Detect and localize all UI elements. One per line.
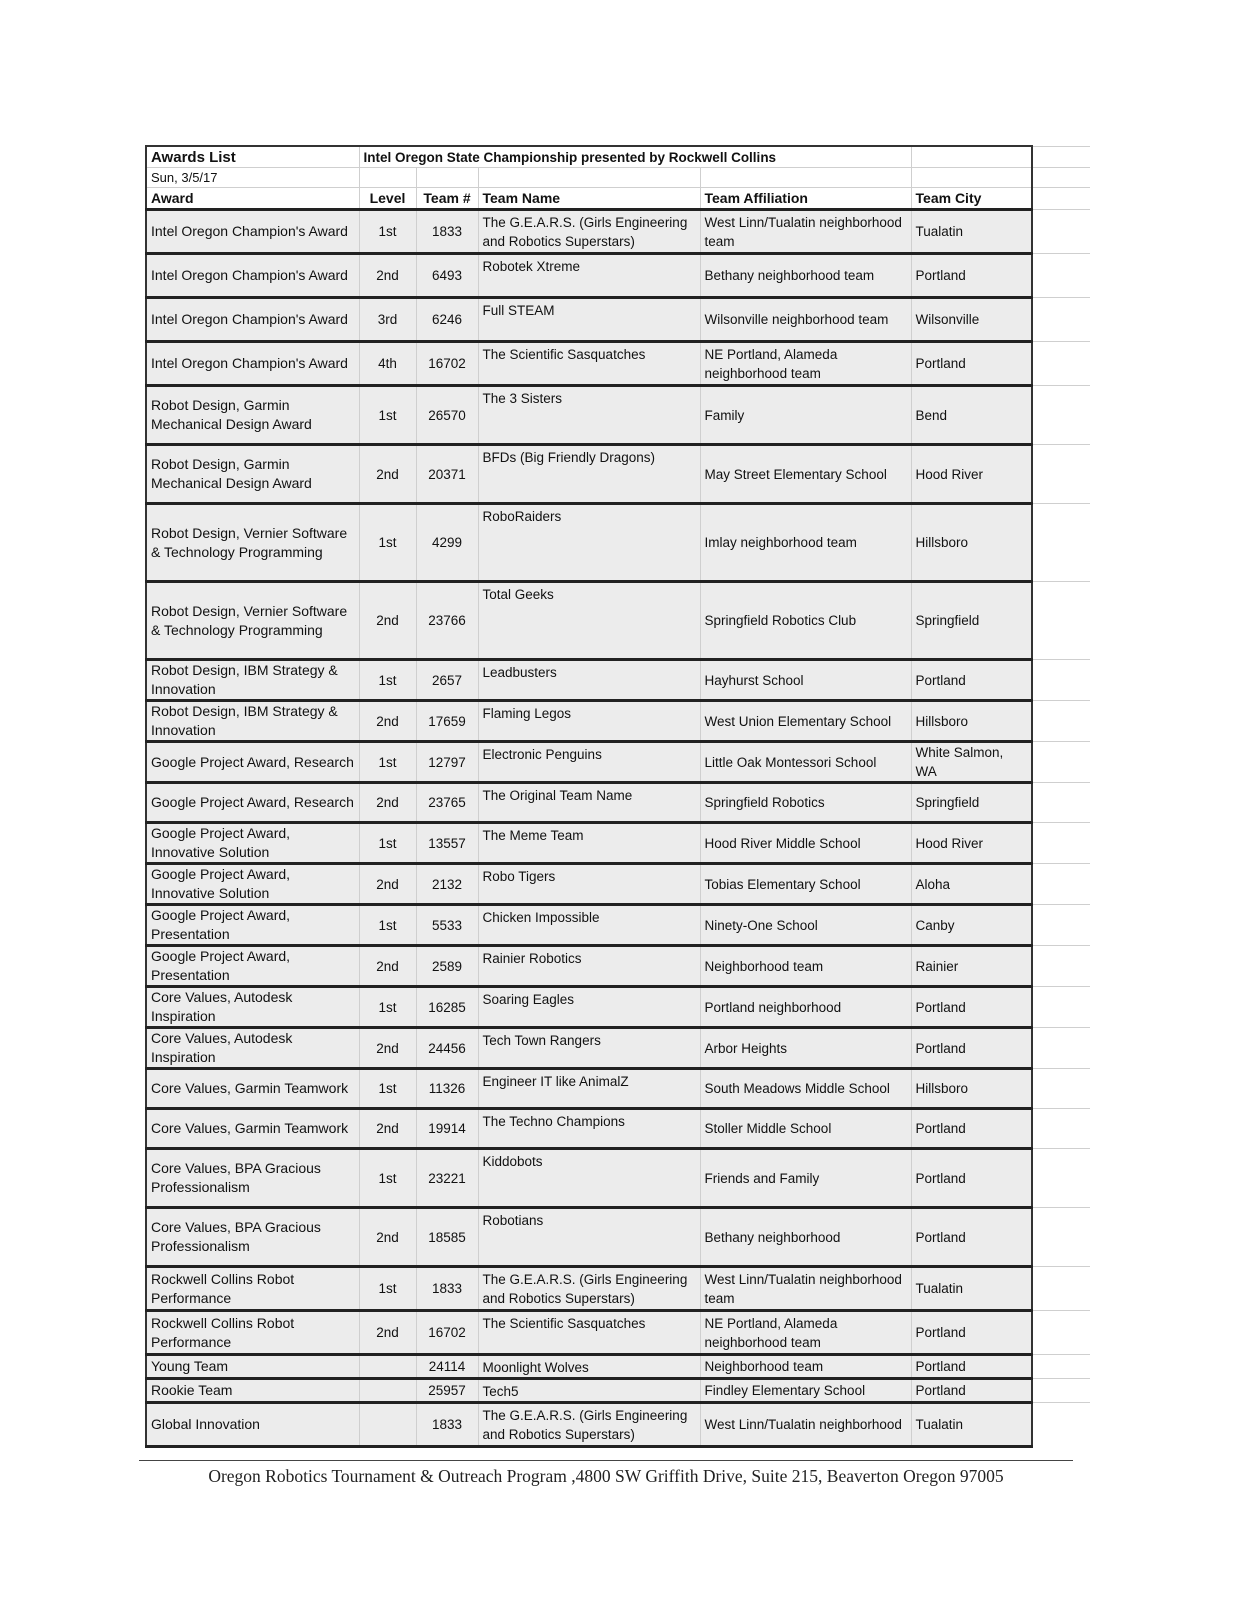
affiliation-cell: Family bbox=[700, 386, 911, 445]
extra-column-cell bbox=[1032, 946, 1090, 987]
award-cell: Core Values, Autodesk Inspiration bbox=[146, 1028, 359, 1069]
award-cell: Google Project Award, Presentation bbox=[146, 905, 359, 946]
level-cell: 2nd bbox=[359, 254, 416, 298]
affiliation-cell: Springfield Robotics bbox=[700, 783, 911, 823]
team-number-cell: 12797 bbox=[416, 742, 478, 783]
level-cell: 1st bbox=[359, 987, 416, 1028]
team-number-cell: 23221 bbox=[416, 1149, 478, 1208]
team-name-cell: Leadbusters bbox=[478, 660, 700, 701]
table-row bbox=[146, 254, 1090, 298]
empty-cell bbox=[911, 168, 1032, 188]
team-name-cell: Electronic Penguins bbox=[478, 742, 700, 783]
extra-column-cell bbox=[1032, 168, 1090, 188]
team-name-cell: The 3 Sisters bbox=[478, 386, 700, 445]
extra-column-cell bbox=[1032, 1379, 1090, 1403]
city-cell: Bend bbox=[911, 386, 1032, 445]
team-number-cell: 2589 bbox=[416, 946, 478, 987]
award-cell: Robot Design, IBM Strategy & Innovation bbox=[146, 701, 359, 742]
table-row bbox=[146, 1379, 1090, 1403]
team-name-cell: Tech Town Rangers bbox=[478, 1028, 700, 1069]
extra-column-cell bbox=[1032, 1109, 1090, 1149]
team-name-cell: Chicken Impossible bbox=[478, 905, 700, 946]
level-cell: 1st bbox=[359, 1267, 416, 1311]
level-cell bbox=[359, 1379, 416, 1403]
extra-column-cell bbox=[1032, 1355, 1090, 1379]
table-row bbox=[146, 946, 1090, 987]
team-name-cell: Flaming Legos bbox=[478, 701, 700, 742]
table-row bbox=[146, 386, 1090, 445]
col-header-team-name: Team Name bbox=[478, 188, 700, 210]
extra-column-cell bbox=[1032, 660, 1090, 701]
city-cell: Portland bbox=[911, 660, 1032, 701]
affiliation-cell: Arbor Heights bbox=[700, 1028, 911, 1069]
extra-column-cell bbox=[1032, 1267, 1090, 1311]
col-header-award: Award bbox=[146, 188, 359, 210]
level-cell: 1st bbox=[359, 742, 416, 783]
extra-column-cell bbox=[1032, 386, 1090, 445]
affiliation-cell: Wilsonville neighborhood team bbox=[700, 298, 911, 342]
affiliation-cell: South Meadows Middle School bbox=[700, 1069, 911, 1109]
team-name-cell: Total Geeks bbox=[478, 582, 700, 660]
table-row bbox=[146, 210, 1090, 254]
team-number-cell: 26570 bbox=[416, 386, 478, 445]
city-cell: Springfield bbox=[911, 783, 1032, 823]
sheet-title: Awards List bbox=[146, 146, 359, 168]
level-cell: 1st bbox=[359, 905, 416, 946]
city-cell: Portland bbox=[911, 1311, 1032, 1355]
award-cell: Robot Design, Garmin Mechanical Design Award bbox=[146, 445, 359, 504]
extra-column-cell bbox=[1032, 1069, 1090, 1109]
team-number-cell: 6246 bbox=[416, 298, 478, 342]
header-row-date bbox=[146, 168, 1090, 188]
table-row bbox=[146, 701, 1090, 742]
city-cell: Tualatin bbox=[911, 1267, 1032, 1311]
footer-address: Oregon Robotics Tournament & Outreach Program ,4800 SW Griffith Drive, Suite 215, Beaverton Oregon 97005 bbox=[208, 1466, 1004, 1486]
city-cell: Rainier bbox=[911, 946, 1032, 987]
awards-sheet bbox=[145, 145, 1089, 1448]
affiliation-cell: Bethany neighborhood team bbox=[700, 254, 911, 298]
empty-cell bbox=[359, 168, 416, 188]
extra-column-cell bbox=[1032, 342, 1090, 386]
level-cell: 2nd bbox=[359, 946, 416, 987]
award-cell: Google Project Award, Research bbox=[146, 783, 359, 823]
level-cell: 2nd bbox=[359, 701, 416, 742]
team-number-cell: 24114 bbox=[416, 1355, 478, 1379]
team-number-cell: 2132 bbox=[416, 864, 478, 905]
extra-column-cell bbox=[1032, 445, 1090, 504]
level-cell: 2nd bbox=[359, 1311, 416, 1355]
table-row bbox=[146, 342, 1090, 386]
city-cell: Portland bbox=[911, 1149, 1032, 1208]
extra-column-cell bbox=[1032, 188, 1090, 210]
team-name-cell: Soaring Eagles bbox=[478, 987, 700, 1028]
column-header-row bbox=[146, 188, 1090, 210]
col-header-team-number: Team # bbox=[416, 188, 478, 210]
affiliation-cell: NE Portland, Alameda neighborhood team bbox=[700, 1311, 911, 1355]
award-cell: Core Values, BPA Gracious Professionalism bbox=[146, 1149, 359, 1208]
table-row bbox=[146, 1109, 1090, 1149]
level-cell: 3rd bbox=[359, 298, 416, 342]
level-cell: 1st bbox=[359, 386, 416, 445]
level-cell: 1st bbox=[359, 1149, 416, 1208]
city-cell: White Salmon, WA bbox=[911, 742, 1032, 783]
table-row bbox=[146, 1028, 1090, 1069]
level-cell: 1st bbox=[359, 1069, 416, 1109]
level-cell bbox=[359, 1403, 416, 1447]
level-cell: 2nd bbox=[359, 582, 416, 660]
level-cell: 1st bbox=[359, 504, 416, 582]
city-cell: Portland bbox=[911, 254, 1032, 298]
extra-column-cell bbox=[1032, 823, 1090, 864]
team-number-cell: 18585 bbox=[416, 1208, 478, 1267]
level-cell: 2nd bbox=[359, 1208, 416, 1267]
header-row-title bbox=[146, 146, 1090, 168]
extra-column-cell bbox=[1032, 1028, 1090, 1069]
affiliation-cell: Imlay neighborhood team bbox=[700, 504, 911, 582]
table-row bbox=[146, 905, 1090, 946]
team-number-cell: 24456 bbox=[416, 1028, 478, 1069]
team-name-cell: Moonlight Wolves bbox=[478, 1355, 700, 1379]
city-cell: Hillsboro bbox=[911, 1069, 1032, 1109]
team-name-cell: Robotians bbox=[478, 1208, 700, 1267]
extra-column-cell bbox=[1032, 701, 1090, 742]
team-number-cell: 6493 bbox=[416, 254, 478, 298]
extra-column-cell bbox=[1032, 742, 1090, 783]
extra-column-cell bbox=[1032, 146, 1090, 168]
extra-column-cell bbox=[1032, 582, 1090, 660]
team-name-cell: The G.E.A.R.S. (Girls Engineering and Robotics Superstars) bbox=[478, 1403, 700, 1447]
team-number-cell: 1833 bbox=[416, 1403, 478, 1447]
team-number-cell: 1833 bbox=[416, 1267, 478, 1311]
team-number-cell: 16702 bbox=[416, 342, 478, 386]
city-cell: Portland bbox=[911, 1028, 1032, 1069]
team-name-cell: The Scientific Sasquatches bbox=[478, 342, 700, 386]
table-row bbox=[146, 823, 1090, 864]
affiliation-cell: Hayhurst School bbox=[700, 660, 911, 701]
team-name-cell: Robo Tigers bbox=[478, 864, 700, 905]
empty-cell bbox=[700, 168, 911, 188]
city-cell: Canby bbox=[911, 905, 1032, 946]
award-cell: Rockwell Collins Robot Performance bbox=[146, 1267, 359, 1311]
affiliation-cell: West Linn/Tualatin neighborhood team bbox=[700, 1267, 911, 1311]
extra-column-cell bbox=[1032, 254, 1090, 298]
team-name-cell: Full STEAM bbox=[478, 298, 700, 342]
table-row bbox=[146, 298, 1090, 342]
team-name-cell: Kiddobots bbox=[478, 1149, 700, 1208]
awards-table bbox=[145, 145, 1090, 1448]
level-cell: 2nd bbox=[359, 864, 416, 905]
extra-column-cell bbox=[1032, 987, 1090, 1028]
level-cell: 2nd bbox=[359, 1109, 416, 1149]
level-cell: 2nd bbox=[359, 783, 416, 823]
extra-column-cell bbox=[1032, 1403, 1090, 1447]
extra-column-cell bbox=[1032, 210, 1090, 254]
award-cell: Robot Design, Vernier Software & Technology Programming bbox=[146, 504, 359, 582]
team-number-cell: 23766 bbox=[416, 582, 478, 660]
team-name-cell: The Scientific Sasquatches bbox=[478, 1311, 700, 1355]
city-cell: Tualatin bbox=[911, 1403, 1032, 1447]
team-name-cell: Robotek Xtreme bbox=[478, 254, 700, 298]
affiliation-cell: West Union Elementary School bbox=[700, 701, 911, 742]
affiliation-cell: Findley Elementary School bbox=[700, 1379, 911, 1403]
team-number-cell: 5533 bbox=[416, 905, 478, 946]
level-cell: 1st bbox=[359, 210, 416, 254]
table-row bbox=[146, 1069, 1090, 1109]
city-cell: Portland bbox=[911, 1208, 1032, 1267]
affiliation-cell: West Linn/Tualatin neighborhood bbox=[700, 1403, 911, 1447]
affiliation-cell: Bethany neighborhood bbox=[700, 1208, 911, 1267]
table-row bbox=[146, 1403, 1090, 1447]
affiliation-cell: May Street Elementary School bbox=[700, 445, 911, 504]
award-cell: Robot Design, IBM Strategy & Innovation bbox=[146, 660, 359, 701]
affiliation-cell: Neighborhood team bbox=[700, 946, 911, 987]
award-cell: Young Team bbox=[146, 1355, 359, 1379]
city-cell: Portland bbox=[911, 987, 1032, 1028]
city-cell: Hillsboro bbox=[911, 701, 1032, 742]
award-cell: Core Values, Autodesk Inspiration bbox=[146, 987, 359, 1028]
level-cell: 2nd bbox=[359, 445, 416, 504]
extra-column-cell bbox=[1032, 1149, 1090, 1208]
affiliation-cell: West Linn/Tualatin neighborhood team bbox=[700, 210, 911, 254]
city-cell: Portland bbox=[911, 342, 1032, 386]
award-cell: Global Innovation bbox=[146, 1403, 359, 1447]
team-number-cell: 2657 bbox=[416, 660, 478, 701]
award-cell: Robot Design, Vernier Software & Technology Programming bbox=[146, 582, 359, 660]
table-row bbox=[146, 742, 1090, 783]
city-cell: Springfield bbox=[911, 582, 1032, 660]
city-cell: Hood River bbox=[911, 445, 1032, 504]
header-blank-cell bbox=[911, 146, 1032, 168]
award-cell: Google Project Award, Innovative Solution bbox=[146, 864, 359, 905]
city-cell: Portland bbox=[911, 1109, 1032, 1149]
team-number-cell: 16702 bbox=[416, 1311, 478, 1355]
extra-column-cell bbox=[1032, 1311, 1090, 1355]
affiliation-cell: Ninety-One School bbox=[700, 905, 911, 946]
table-row bbox=[146, 1149, 1090, 1208]
team-name-cell: The Meme Team bbox=[478, 823, 700, 864]
table-row bbox=[146, 783, 1090, 823]
team-name-cell: The G.E.A.R.S. (Girls Engineering and Robotics Superstars) bbox=[478, 210, 700, 254]
city-cell: Aloha bbox=[911, 864, 1032, 905]
team-name-cell: Tech5 bbox=[478, 1379, 700, 1403]
team-number-cell: 13557 bbox=[416, 823, 478, 864]
table-row bbox=[146, 987, 1090, 1028]
extra-column-cell bbox=[1032, 1208, 1090, 1267]
extra-column-cell bbox=[1032, 298, 1090, 342]
level-cell: 2nd bbox=[359, 1028, 416, 1069]
level-cell: 1st bbox=[359, 660, 416, 701]
extra-column-cell bbox=[1032, 504, 1090, 582]
award-cell: Core Values, BPA Gracious Professionalism bbox=[146, 1208, 359, 1267]
level-cell: 1st bbox=[359, 823, 416, 864]
team-name-cell: BFDs (Big Friendly Dragons) bbox=[478, 445, 700, 504]
table-row bbox=[146, 1355, 1090, 1379]
affiliation-cell: Portland neighborhood bbox=[700, 987, 911, 1028]
table-row bbox=[146, 660, 1090, 701]
team-number-cell: 16285 bbox=[416, 987, 478, 1028]
affiliation-cell: Hood River Middle School bbox=[700, 823, 911, 864]
city-cell: Portland bbox=[911, 1379, 1032, 1403]
award-cell: Google Project Award, Research bbox=[146, 742, 359, 783]
empty-cell bbox=[416, 168, 478, 188]
team-number-cell: 20371 bbox=[416, 445, 478, 504]
award-cell: Core Values, Garmin Teamwork bbox=[146, 1109, 359, 1149]
team-number-cell: 25957 bbox=[416, 1379, 478, 1403]
team-name-cell: The Techno Champions bbox=[478, 1109, 700, 1149]
level-cell bbox=[359, 1355, 416, 1379]
award-cell: Google Project Award, Innovative Solution bbox=[146, 823, 359, 864]
city-cell: Portland bbox=[911, 1355, 1032, 1379]
table-row bbox=[146, 864, 1090, 905]
city-cell: Hood River bbox=[911, 823, 1032, 864]
team-number-cell: 11326 bbox=[416, 1069, 478, 1109]
team-number-cell: 23765 bbox=[416, 783, 478, 823]
extra-column-cell bbox=[1032, 864, 1090, 905]
award-cell: Rockwell Collins Robot Performance bbox=[146, 1311, 359, 1355]
city-cell: Tualatin bbox=[911, 210, 1032, 254]
affiliation-cell: Neighborhood team bbox=[700, 1355, 911, 1379]
affiliation-cell: Stoller Middle School bbox=[700, 1109, 911, 1149]
affiliation-cell: NE Portland, Alameda neighborhood team bbox=[700, 342, 911, 386]
award-cell: Intel Oregon Champion's Award bbox=[146, 342, 359, 386]
team-name-cell: The G.E.A.R.S. (Girls Engineering and Robotics Superstars) bbox=[478, 1267, 700, 1311]
team-number-cell: 1833 bbox=[416, 210, 478, 254]
table-row bbox=[146, 1267, 1090, 1311]
event-date: Sun, 3/5/17 bbox=[146, 168, 359, 188]
team-name-cell: Engineer IT like AnimalZ bbox=[478, 1069, 700, 1109]
team-name-cell: RoboRaiders bbox=[478, 504, 700, 582]
award-cell: Rookie Team bbox=[146, 1379, 359, 1403]
award-cell: Intel Oregon Champion's Award bbox=[146, 254, 359, 298]
footer-divider bbox=[139, 1460, 1073, 1461]
level-cell: 4th bbox=[359, 342, 416, 386]
award-cell: Intel Oregon Champion's Award bbox=[146, 298, 359, 342]
city-cell: Wilsonville bbox=[911, 298, 1032, 342]
team-name-cell: Rainier Robotics bbox=[478, 946, 700, 987]
affiliation-cell: Springfield Robotics Club bbox=[700, 582, 911, 660]
table-row bbox=[146, 445, 1090, 504]
extra-column-cell bbox=[1032, 905, 1090, 946]
event-title: Intel Oregon State Championship presented by Rockwell Collins bbox=[359, 146, 911, 168]
affiliation-cell: Tobias Elementary School bbox=[700, 864, 911, 905]
team-number-cell: 17659 bbox=[416, 701, 478, 742]
col-header-affiliation: Team Affiliation bbox=[700, 188, 911, 210]
table-row bbox=[146, 1208, 1090, 1267]
team-number-cell: 19914 bbox=[416, 1109, 478, 1149]
team-name-cell: The Original Team Name bbox=[478, 783, 700, 823]
col-header-city: Team City bbox=[911, 188, 1032, 210]
award-cell: Google Project Award, Presentation bbox=[146, 946, 359, 987]
team-number-cell: 4299 bbox=[416, 504, 478, 582]
table-row bbox=[146, 1311, 1090, 1355]
award-cell: Robot Design, Garmin Mechanical Design Award bbox=[146, 386, 359, 445]
city-cell: Hillsboro bbox=[911, 504, 1032, 582]
affiliation-cell: Little Oak Montessori School bbox=[700, 742, 911, 783]
award-cell: Intel Oregon Champion's Award bbox=[146, 210, 359, 254]
col-header-level: Level bbox=[359, 188, 416, 210]
affiliation-cell: Friends and Family bbox=[700, 1149, 911, 1208]
award-cell: Core Values, Garmin Teamwork bbox=[146, 1069, 359, 1109]
table-row bbox=[146, 582, 1090, 660]
extra-column-cell bbox=[1032, 783, 1090, 823]
table-row bbox=[146, 504, 1090, 582]
empty-cell bbox=[478, 168, 700, 188]
